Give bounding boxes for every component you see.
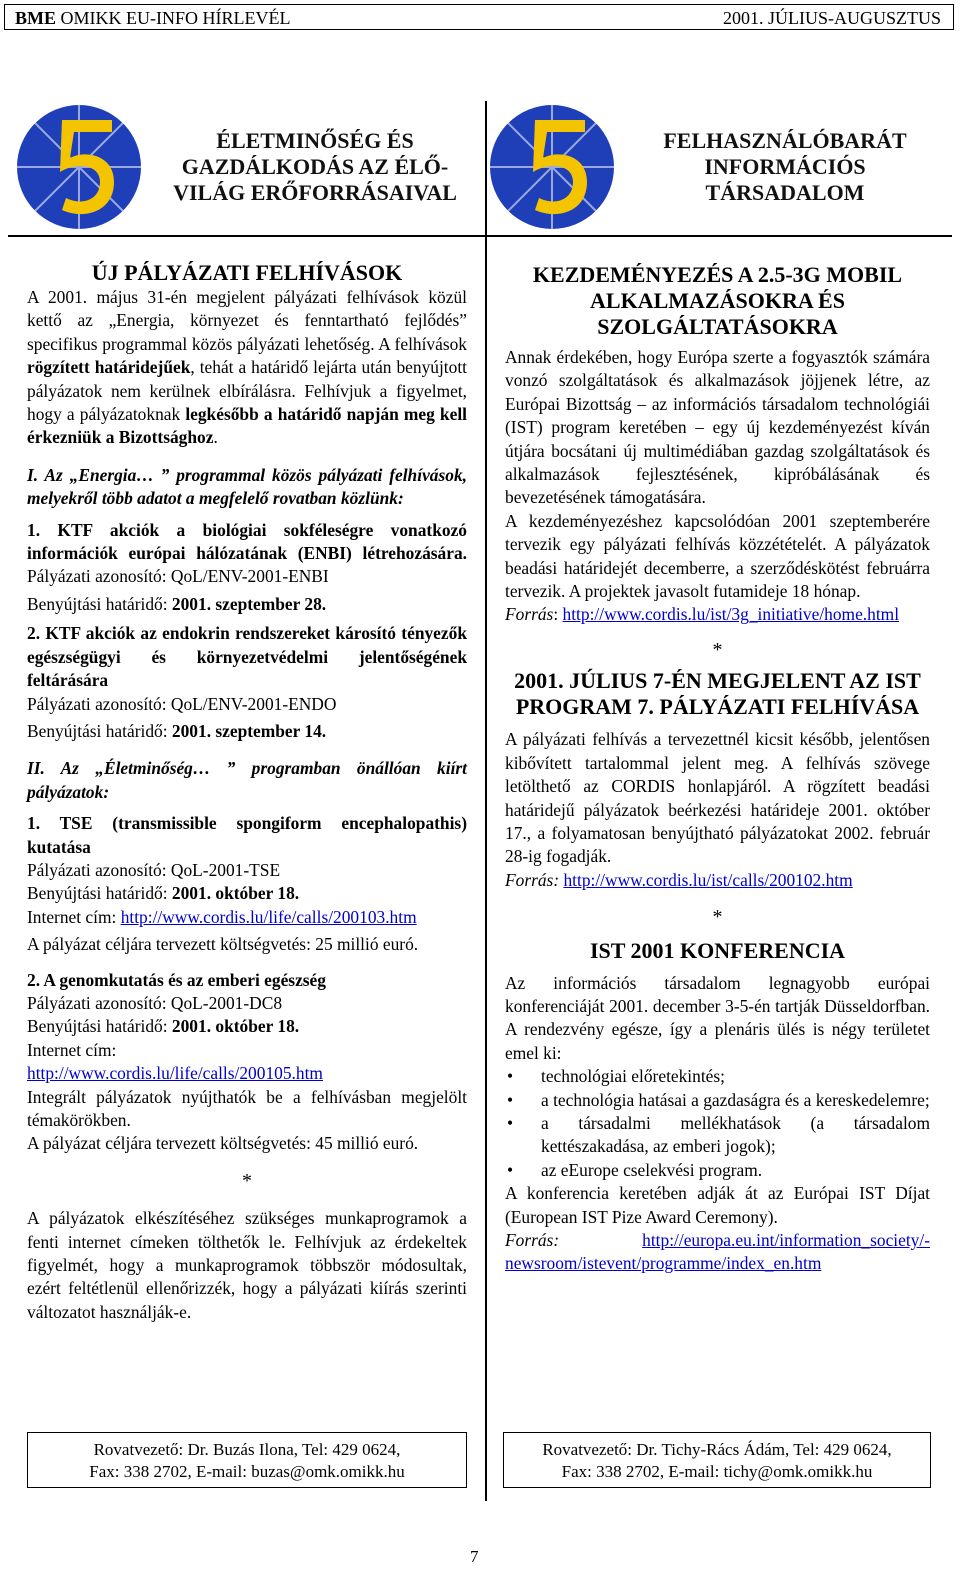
- call-item-4-budget: A pályázat céljára tervezett költségvetés: 45 millió euró.: [27, 1133, 419, 1154]
- source-link-conference[interactable]: http://europa.eu.int/information_society/-newsroom/istevent/programme/index_en.htm: [505, 1230, 930, 1274]
- right-section-title: FELHASZNÁLÓBARÁT INFORMÁCIÓS TÁRSADALOM: [663, 128, 907, 205]
- closing-paragraph: A pályázatok elkészítéséhez szükséges munkaprogramok a fenti internet címeken tölthetők le. Felhívjuk az érdekeltek figyelmét, hogy a munkaprogramok többször módosultak, ezért feltétlenül ellenőrizzék, hogy a pályázati kiírás szerinti változatot használják-e.: [27, 1208, 467, 1322]
- call-item-3-id: Pályázati azonosító: QoL-2001-TSE: [27, 859, 281, 880]
- article-conference-source: Forrás: http://europa.eu.int/information_society/-newsroom/istevent/programme/index_en.htm: [505, 1230, 930, 1274]
- issue-date: 2001. JÚLIUS-AUGUSZTUS: [722, 8, 941, 28]
- separator-star: *: [712, 906, 723, 929]
- article-3g-paragraph-2: A kezdeményezéshez kapcsolódóan 2001 szeptemberére tervezik egy pályázati felhívás közzétételét. A pályázatok beadási határidejét decemberre, a szerződéskötést februárra tervezik. A projektek javasolt futamideje 18 hónap.: [505, 510, 930, 602]
- source-link-ist-call[interactable]: http://www.cordis.lu/ist/calls/200102.htm: [563, 869, 853, 890]
- call-item-4-deadline: Benyújtási határidő: 2001. október 18.: [27, 1016, 300, 1037]
- call-item-3-budget: A pályázat céljára tervezett költségvetés: 25 millió euró.: [27, 934, 419, 955]
- call-item-4: 2. A genomkutatás és az emberi egészség: [27, 969, 326, 990]
- list-item: • az eEurope cselekvési program.: [505, 1159, 930, 1182]
- article-ist-call-paragraph: A pályázati felhívás a tervezettnél kicsit később, jelentősen kibővített tartalommal jelent meg. A felhívás szövege letölthető az CORDIS honlapjáról. A rögzített beadási határidejű pályázatok beérkezési határideje 2001. október 17., a folyamatosan benyújtható pályázatokat 2002. február 28-ig fogadják.: [505, 729, 930, 867]
- separator-star: *: [712, 638, 723, 661]
- separator-star: *: [242, 1169, 252, 1192]
- call-item-3-link[interactable]: http://www.cordis.lu/life/calls/200103.htm: [120, 906, 417, 927]
- left-editor-line-2: Fax: 338 2702, E-mail: buzas@omk.omikk.hu: [89, 1462, 405, 1481]
- intro-paragraph: A 2001. május 31-én megjelent pályázati felhívások közül kettő az „Energia, környezet és fenntartható fejlődés” specifikus programmal közös pályázati lehetőség. A felhívások rögzített határidejűek, tehát a határidő lejárta után benyújtott pályázatok nem kerülnek elbírálásra. Felhívjuk a figyelmet, hogy a pályázatoknak legkésőbb a határidő napján meg kell érkezniük a Bizottsághoz.: [27, 287, 467, 448]
- list-item: • a technológia hatásai a gazdaságra és a kereskedelemre;: [505, 1089, 930, 1112]
- call-item-3: 1. TSE (transmissible spongiform encephalopathis) kutatása: [27, 813, 467, 857]
- program-5-logo-icon: [14, 102, 144, 232]
- article-conference-paragraph-2: A konferencia keretében adják át az Európai IST Díjat (European IST Pize Award Ceremony).: [505, 1183, 930, 1227]
- call-item-3-url: Internet cím: http://www.cordis.lu/life/calls/200103.htm: [27, 906, 417, 927]
- article-3g-paragraph-1: Annak érdekében, hogy Európa szerte a fogyasztók számára vonzó szolgáltatások és alkalmazások jöjjenek létre, az Európai Bizottság – az információs társadalom technológiái (IST) program keretében – egy új kezdeményezést kíván útjára bocsátani új multimédiában gazdag szolgáltatások és alkalmazások fejlesztésének, kipróbálásának és bevezetésének támogatására.: [505, 347, 930, 508]
- call-item-2: 2. KTF akciók az endokrin rendszereket károsító tényezők egészségügyi és környezetvédelmi jelentőségének feltárására: [27, 623, 467, 691]
- call-item-1: 1. KTF akciók a biológiai sokféleségre vonatkozó információk európai hálózatának (ENBI) létrehozására. Pályázati azonosító: QoL/ENV-2001-ENBI: [27, 519, 467, 587]
- article-heading-ist-call: 2001. JÚLIUS 7-ÉN MEGJELENT AZ IST PROGRAM 7. PÁLYÁZATI FELHÍVÁSA: [514, 668, 921, 720]
- call-item-4-url: [27, 1062, 467, 1085]
- article-heading-3g: KEZDEMÉNYEZÉS A 2.5-3G MOBIL ALKALMAZÁSOKRA ÉS SZOLGÁLTATÁSOKRA: [532, 262, 903, 339]
- list-item: • technológiai előretekintés;: [505, 1065, 930, 1088]
- right-editor-line-2: Fax: 338 2702, E-mail: tichy@omk.omikk.hu: [561, 1462, 873, 1481]
- left-editor-box: [27, 1432, 467, 1488]
- right-column: [505, 262, 930, 1276]
- part1-title: I. Az „Energia… ” programmal közös pályázati felhívások, melyekről több adatot a megfelelő rovatban közlünk:: [27, 464, 467, 509]
- left-column: [27, 260, 467, 1324]
- list-item: • a társadalmi mellékhatások (a társadalom kettészakadása, az emberi jogok);: [505, 1112, 930, 1159]
- call-item-1-deadline: Benyújtási határidő: 2001. szeptember 28.: [27, 593, 327, 614]
- program-5-logo-icon: [487, 102, 617, 232]
- source-link-3g[interactable]: http://www.cordis.lu/ist/3g_initiative/home.html: [562, 604, 900, 625]
- call-item-4-link[interactable]: http://www.cordis.lu/life/calls/200105.htm: [27, 1063, 323, 1084]
- call-item-4-url-label: Internet cím:: [27, 1039, 117, 1060]
- article-3g-source: Forrás: http://www.cordis.lu/ist/3g_initiative/home.html: [505, 604, 900, 625]
- conference-topics-list: [505, 1065, 930, 1182]
- left-editor-line-1: Rovatvezető: Dr. Buzás Ilona, Tel: 429 0624,: [93, 1440, 401, 1459]
- page-number: 7: [470, 1547, 479, 1566]
- article-ist-call-source: Forrás: http://www.cordis.lu/ist/calls/200102.htm: [505, 869, 853, 890]
- left-heading: ÚJ PÁLYÁZATI FELHÍVÁSOK: [91, 260, 403, 285]
- newsletter-title: BME OMIKK EU-INFO HÍRLEVÉL: [15, 8, 291, 28]
- call-item-2-deadline: Benyújtási határidő: 2001. szeptember 14.: [27, 720, 327, 741]
- left-section-title: ÉLETMINŐSÉG ÉS GAZDÁLKODÁS AZ ÉLŐ- VILÁG ERŐFORRÁSAIVAL: [173, 128, 457, 205]
- section-divider: [8, 235, 952, 237]
- call-item-3-deadline: Benyújtási határidő: 2001. október 18.: [27, 883, 300, 904]
- column-divider: [485, 101, 487, 1501]
- article-conference-paragraph-1: Az információs társadalom legnagyobb európai konferenciáját 2001. december 3-5-én tartják Düsseldorfban. A rendezvény egésze, így a plenáris ülés is négy területet emel ki:: [505, 972, 930, 1063]
- call-item-2-id: Pályázati azonosító: QoL/ENV-2001-ENDO: [27, 693, 337, 714]
- article-heading-ist-conference: IST 2001 KONFERENCIA: [589, 937, 846, 963]
- part2-title: II. Az „Életminőség… ” programban önállóan kiírt pályázatok:: [27, 758, 467, 802]
- call-item-4-id: Pályázati azonosító: QoL-2001-DC8: [27, 992, 283, 1013]
- right-editor-box: [503, 1432, 931, 1488]
- right-editor-line-1: Rovatvezető: Dr. Tichy-Rács Ádám, Tel: 429 0624,: [542, 1440, 892, 1459]
- newsletter-header: [4, 4, 954, 30]
- call-item-4-note: Integrált pályázatok nyújthatók be a felhívásban megjelölt témakörökben.: [27, 1086, 467, 1130]
